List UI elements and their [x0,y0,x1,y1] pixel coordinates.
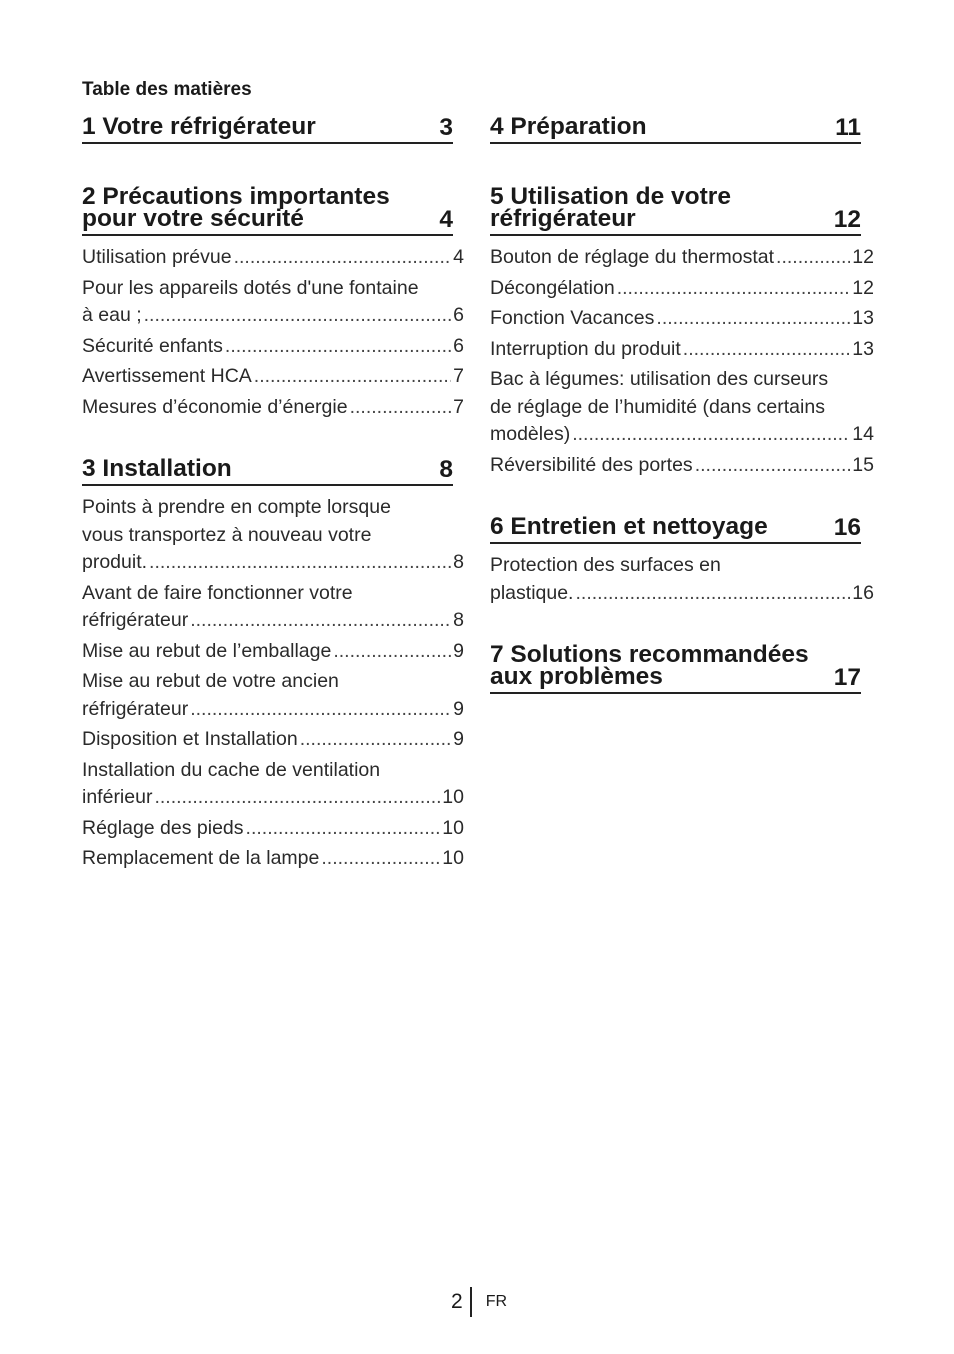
footer-divider [470,1287,472,1317]
toc-entry[interactable] [490,366,874,449]
section-title: 4 Préparation [490,113,647,140]
toc-entry[interactable] [82,275,464,330]
toc-entry[interactable] [82,494,464,577]
dot-leader [225,333,451,361]
toc-entry-text: réfrigérateur [82,697,189,720]
section-heading[interactable] [490,641,861,694]
section-heading[interactable] [82,113,453,144]
toc-entry-list [82,494,464,873]
toc-entry-page: 10 [442,816,464,839]
toc-entry[interactable] [82,363,464,391]
section-heading[interactable] [490,513,861,544]
dot-leader [575,580,850,608]
toc-entry-text: Installation du cache de ventilation [82,758,381,781]
toc-entry-page: 10 [442,847,464,869]
section-title: 5 Utilisation de votre réfrigérateur [490,183,731,232]
toc-entry-text: Mise au rebut de l’emballage [82,639,332,662]
toc-entry-page: 7 [453,395,464,418]
toc-entry[interactable] [82,726,464,754]
dot-leader [300,726,451,754]
toc-entry-text: Mise au rebut de votre ancien [82,670,339,692]
toc-entry[interactable] [82,394,464,422]
toc-entry[interactable] [490,244,874,272]
section-page: 4 [439,206,453,233]
toc-entry-text: réfrigérateur [82,609,189,631]
section-title: 3 Installation [82,455,232,482]
toc-entry-page: 12 [852,276,874,299]
toc-entry-list [82,244,464,421]
toc-entry-page: 13 [852,307,874,329]
page-number: 2 [451,1290,463,1313]
toc-entry[interactable] [490,275,874,303]
section-heading[interactable] [82,455,453,486]
toc-entry[interactable] [82,845,464,873]
toc-entry-text: Mesures d’économie d’énergie [82,395,348,418]
toc-entry-text: Réversibilité des portes [490,453,693,476]
dot-leader [154,784,440,812]
toc-entry-page: 7 [453,365,464,387]
section-heading[interactable] [490,183,861,236]
dot-leader [656,305,850,333]
toc-entry-page: 14 [852,423,874,445]
dot-leader [190,696,451,724]
toc-entry-page: 6 [453,334,464,357]
dot-leader [246,815,441,843]
toc-entry-page: 9 [453,639,464,662]
dot-leader [234,244,452,272]
toc-entry-text: Bac à légumes: utilisation des curseurs de réglage de l’humidité (dans certains [490,368,829,418]
section-title: 7 Solutions recommandées aux problèmes [490,641,809,690]
toc-entry-text: Protection des surfaces en [490,554,721,576]
toc-entry-page: 9 [453,697,464,720]
toc-entry[interactable] [82,638,464,666]
dot-leader [695,452,851,480]
toc-entry-text: inférieur [82,786,153,808]
dot-leader [333,638,451,666]
toc-entry-page: 13 [852,337,874,360]
section-title: 1 Votre réfrigérateur [82,113,316,140]
dot-leader [144,302,452,330]
dot-leader [572,421,850,449]
toc-entry-page: 15 [852,453,874,476]
toc-entry-page: 9 [453,728,464,750]
toc-entry-text: Avertissement HCA [82,365,252,387]
toc-entry-text: Bouton de réglage du thermostat [490,246,775,268]
toc-entry-text: Points à prendre en compte lorsque vous transportez à nouveau votre [82,496,391,546]
section-heading[interactable] [82,183,453,236]
section-page: 17 [833,664,861,691]
toc-entry-page: 8 [453,609,464,631]
language-code: FR [485,1293,508,1310]
toc-entry-page: 8 [453,551,464,573]
section-page: 3 [439,114,453,141]
dot-leader [617,275,851,303]
page-title: Table des matières [82,79,252,100]
toc-entry-text: Décongélation [490,276,615,299]
toc-entry-text: Réglage des pieds [82,816,244,839]
toc-right-column [490,113,874,702]
toc-entry-text: Disposition et Installation [82,728,298,750]
toc-entry-page: 12 [852,246,874,268]
dot-leader [776,244,850,272]
toc-entry-text: Pour les appareils dotés d'une fontaine [82,276,419,299]
toc-entry[interactable] [82,580,464,635]
toc-entry-text: Interruption du produit [490,337,681,360]
toc-entry[interactable] [490,452,874,480]
toc-entry-page: 6 [453,304,464,326]
dot-leader [254,363,451,391]
section-page: 11 [835,114,861,141]
toc-entry-list [490,244,874,479]
toc-entry-page: 10 [442,786,464,808]
toc-entry[interactable] [82,244,464,272]
dot-leader [149,549,451,577]
toc-entry[interactable] [490,552,874,607]
toc-entry-text: modèles) [490,423,571,445]
section-heading[interactable] [490,113,861,144]
toc-entry[interactable] [82,815,464,843]
toc-entry-text: Remplacement de la lampe [82,847,320,869]
section-page: 16 [833,514,861,541]
toc-entry-list [490,552,874,607]
section-title: 2 Précautions importantes pour votre sécurité [82,183,390,232]
toc-entry[interactable] [82,333,464,361]
toc-entry-text: Sécurité enfants [82,334,223,357]
page-footer [451,1287,507,1317]
toc-entry[interactable] [490,305,874,333]
toc-entry[interactable] [82,757,464,812]
section-title: 6 Entretien et nettoyage [490,513,768,540]
section-page: 8 [439,456,453,483]
dot-leader [190,607,451,635]
toc-entry-text: Avant de faire fonctionner votre [82,581,353,604]
toc-entry-text: Utilisation prévue [82,246,232,268]
dot-leader [350,394,452,422]
toc-entry[interactable] [490,336,874,364]
toc-entry-text: à eau ; [82,304,142,326]
toc-entry-page: 4 [453,246,464,268]
toc-entry-text: Fonction Vacances [490,307,655,329]
dot-leader [683,336,851,364]
toc-left-column [82,113,464,876]
toc-entry-page: 16 [852,581,874,604]
toc-entry-text: produit. [82,551,148,573]
toc-entry[interactable] [82,668,464,723]
section-page: 12 [833,206,861,233]
dot-leader [321,845,440,873]
toc-entry-text: plastique. [490,581,574,604]
